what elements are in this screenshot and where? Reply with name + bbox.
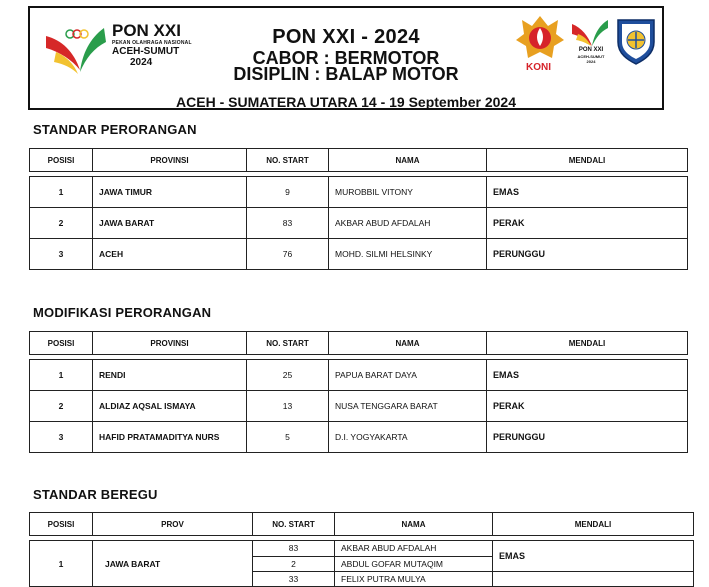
cell-no-start: 83 xyxy=(253,541,335,557)
cell-mendali: PERUNGGU xyxy=(487,422,688,453)
col-header-mendali: MENDALI xyxy=(493,513,694,536)
cell-nama: D.I. YOGYAKARTA xyxy=(329,422,487,453)
cell-posisi: 1 xyxy=(30,541,93,587)
table-row xyxy=(30,422,688,453)
cell-mendali: PERAK xyxy=(487,391,688,422)
cell-nama: AKBAR ABUD AFDALAH xyxy=(329,208,487,239)
cell-mendali: EMAS xyxy=(493,541,694,572)
cell-nama: MUROBBIL VITONY xyxy=(329,177,487,208)
cell-no-start: 2 xyxy=(253,556,335,572)
imi-shield-icon xyxy=(614,16,658,66)
section-title-modifikasi-perorangan: MODIFIKASI PERORANGAN xyxy=(33,305,212,320)
cell-no-start: 9 xyxy=(247,177,329,208)
cell-no-start: 13 xyxy=(247,391,329,422)
event-subtitle: ACEH - SUMATERA UTARA 14 - 19 September 2024 xyxy=(176,94,516,110)
cell-no-start: 76 xyxy=(247,239,329,270)
pon-small-main: PON XXI xyxy=(578,47,604,53)
cell-provinsi: JAWA TIMUR xyxy=(93,177,247,208)
cabor-title: CABOR : BERMOTOR xyxy=(252,48,440,68)
col-header-provinsi: PROVINSI xyxy=(93,149,247,172)
cell-prov: JAWA BARAT xyxy=(93,541,253,587)
pon-logo-main: PON XXI xyxy=(112,21,181,40)
pon-logo-sub: PEKAN OLAHRAGA NASIONAL xyxy=(112,40,192,46)
cell-nama: ABDUL GOFAR MUTAQIM xyxy=(335,556,493,572)
koni-logo xyxy=(514,14,566,74)
col-header-no-start: NO. START xyxy=(253,513,335,536)
col-header-nama: NAMA xyxy=(329,332,487,355)
col-header-no-start: NO. START xyxy=(247,149,329,172)
cell-mendali: PERUNGGU xyxy=(487,239,688,270)
col-header-posisi: POSISI xyxy=(30,513,93,536)
pon-small-logo xyxy=(570,18,612,70)
cell-provinsi: RENDI xyxy=(93,360,247,391)
table-row xyxy=(30,239,688,270)
cell-nama: AKBAR ABUD AFDALAH xyxy=(335,541,493,557)
col-header-no-start: NO. START xyxy=(247,332,329,355)
col-header-provinsi: PROVINSI xyxy=(93,332,247,355)
koni-emblem-icon xyxy=(514,14,566,62)
cell-nama: FELIX PUTRA MULYA xyxy=(335,572,493,587)
col-header-nama: NAMA xyxy=(335,513,493,536)
imi-logo xyxy=(614,16,658,66)
results-table-standar-beregu xyxy=(29,512,694,587)
results-table-modifikasi-perorangan xyxy=(29,331,688,453)
col-header-nama: NAMA xyxy=(329,149,487,172)
table-header-row xyxy=(30,149,688,172)
cell-posisi: 3 xyxy=(30,422,93,453)
table-header-row xyxy=(30,513,694,536)
cell-mendali: EMAS xyxy=(487,360,688,391)
pon-small-logo-text xyxy=(576,47,606,64)
col-header-mendali: MENDALI xyxy=(487,332,688,355)
cell-provinsi: ACEH xyxy=(93,239,247,270)
section-title-standar-perorangan: STANDAR PERORANGAN xyxy=(33,122,197,137)
cell-no-start: 83 xyxy=(247,208,329,239)
cell-no-start: 33 xyxy=(253,572,335,587)
pon-logo-region: ACEH-SUMUT xyxy=(112,46,180,57)
pon-logo xyxy=(44,22,204,76)
col-header-prov: PROV xyxy=(93,513,253,536)
cell-no-start: 5 xyxy=(247,422,329,453)
cell-provinsi: JAWA BARAT xyxy=(93,208,247,239)
cell-provinsi: HAFID PRATAMADITYA NURS xyxy=(93,422,247,453)
cell-mendali: EMAS xyxy=(487,177,688,208)
pon-small-emblem-icon xyxy=(570,18,610,48)
pon-logo-year: 2024 xyxy=(130,57,153,68)
cell-mendali-empty xyxy=(493,572,694,587)
cell-posisi: 2 xyxy=(30,208,93,239)
col-header-posisi: POSISI xyxy=(30,332,93,355)
pon-emblem-icon xyxy=(44,22,108,76)
section-title-standar-beregu: STANDAR BEREGU xyxy=(33,487,158,502)
table-row xyxy=(30,391,688,422)
cell-posisi: 1 xyxy=(30,177,93,208)
table-row xyxy=(30,360,688,391)
results-table-standar-perorangan xyxy=(29,148,688,270)
table-row xyxy=(30,208,688,239)
col-header-mendali: MENDALI xyxy=(487,149,688,172)
cell-posisi: 3 xyxy=(30,239,93,270)
col-header-posisi: POSISI xyxy=(30,149,93,172)
disiplin-title: DISIPLIN : BALAP MOTOR xyxy=(233,64,459,84)
cell-posisi: 2 xyxy=(30,391,93,422)
table-row xyxy=(30,541,694,557)
table-header-row xyxy=(30,332,688,355)
cell-no-start: 25 xyxy=(247,360,329,391)
koni-logo-text: KONI xyxy=(526,62,551,73)
cell-provinsi: ALDIAZ AQSAL ISMAYA xyxy=(93,391,247,422)
cell-mendali: PERAK xyxy=(487,208,688,239)
pon-small-region: ACEH-SUMUT xyxy=(577,54,605,59)
event-title: PON XXI - 2024 xyxy=(272,26,420,48)
cell-nama: MOHD. SILMI HELSINKY xyxy=(329,239,487,270)
table-row xyxy=(30,177,688,208)
pon-logo-text xyxy=(112,22,192,68)
cell-posisi: 1 xyxy=(30,360,93,391)
pon-small-year: 2024 xyxy=(586,59,596,64)
cell-nama: PAPUA BARAT DAYA xyxy=(329,360,487,391)
cell-nama: NUSA TENGGARA BARAT xyxy=(329,391,487,422)
